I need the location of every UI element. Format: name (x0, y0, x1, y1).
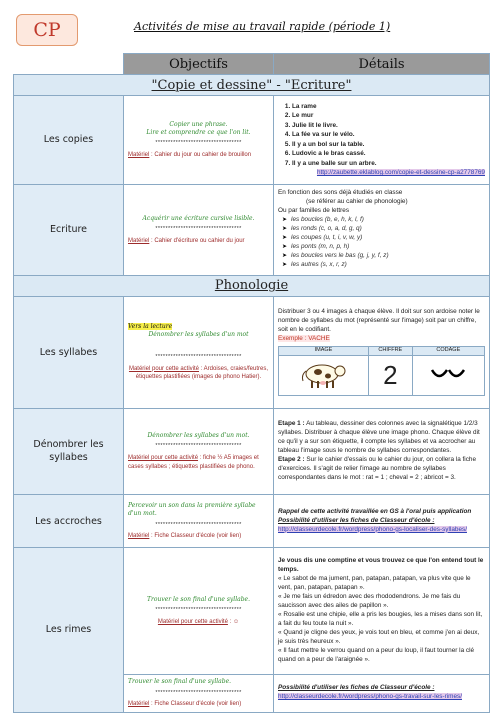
codage-header-image: IMAGE (279, 347, 369, 356)
objective-cell (124, 408, 274, 495)
separator-stars: ********************************** (155, 443, 242, 450)
cp-logo: CP (16, 14, 78, 46)
cow-icon (298, 357, 348, 391)
activities-table (13, 53, 490, 713)
list-item: ➤ les boucles (b, e, h, k, l, f) (282, 216, 364, 224)
list-item: ➤ les ponts (m, n, p, h) (282, 243, 350, 251)
separator-stars: ********************************** (155, 140, 242, 147)
detail-text: Distribuer 3 ou 4 images à chaque élève. Il doit sur son ardoise noter le nombre de syllabes du mot (représenté sur l'image) soit par un chiffre, soit en le codifiant. (278, 308, 480, 334)
list-item: ➤ les ronds (c, o, a, d, g, q) (282, 225, 362, 233)
list-item: 1. La rame (292, 103, 485, 112)
objective-cell (124, 548, 274, 675)
detail-cell (274, 495, 490, 548)
list-item: 5. Il y a un bol sur la table. (292, 141, 485, 150)
verse-text: « Il faut mettre le verrou quand on a peur du loup, il faut tourner la clé quand on a peur de l'araignée ». (278, 646, 475, 663)
detail-text: Etape 2 : Sur le cahier d'essais ou le cahier du jour, on collera la fiche d'exercices. Il s'agit de relier l'image au nombre de syllabes correspondantes dans le mot : rat = 1 ; cheval = 2 ; abricot = 3. (278, 455, 477, 481)
accroches-link[interactable]: http://classeurdecole.fr/wordpress/phono-gs-localiser-des-syllabes/ (278, 525, 467, 533)
objective-text: Trouver le son final d'une syllabe. (146, 595, 251, 603)
objective-cell (124, 296, 274, 408)
detail-text: Etape 1 : Au tableau, dessiner des colonnes avec la signalétique 1/2/3 syllabes. Distribuer à chaque élève une image phono. Chaque élève dit ce qu'il y a sur son étiquette, il compte les syllabes et va accrocher au tableau l'image sous le nombre de syllabes correspondantes. (278, 420, 480, 454)
detail-cell (274, 674, 490, 712)
list-item: 6. Ludovic a le bras cassé. (292, 150, 485, 159)
material-text: Matériel : Cahier du jour ou cahier de brouillon (128, 152, 252, 159)
codage-arcs (412, 356, 484, 396)
material-text: Matériel pour cette activité : fiche ½ A5 images et cases syllabes ; étiquettes plastifiées de phono. (128, 455, 259, 470)
row-label-accroches: Les accroches (14, 495, 124, 548)
verse-text: « Rosalie est une chipie, elle a pris les bougies, les a mises dans son lit, a fait du feu toute la nuit ». (278, 611, 483, 627)
arrow-icon: ➤ (282, 235, 288, 242)
syllable-arcs-icon (428, 364, 468, 384)
arrow-icon: ➤ (282, 262, 288, 269)
detail-text: Rappel de cette activité travaillée en GS à l'oral puis application (278, 507, 472, 515)
letter-families-list (278, 216, 485, 270)
objective-cell (124, 674, 274, 712)
detail-cell (274, 185, 490, 276)
header-objectifs: Objectifs (124, 54, 274, 75)
chiffre-value: 2 (368, 356, 412, 396)
list-item: ➤ les boucles vers le bas (g, j, y, f, z) (282, 252, 389, 260)
objective-text: Trouver le son final d'une syllabe. (128, 678, 232, 686)
separator-stars: ********************************** (155, 353, 242, 360)
table-row (14, 296, 490, 408)
detail-text: Ou par familles de lettres (278, 207, 350, 215)
arrow-icon: ➤ (282, 244, 288, 251)
codage-header-codage: CODAGE (412, 347, 484, 356)
detail-text: (se référer au cahier de phonologie) (306, 198, 408, 206)
verse-text: « Quand je cligne des yeux, je vois tout en bleu, et comme j'en ai deux, je suis très heureux ». (278, 628, 480, 645)
list-item: 4. La fée va sur le vélo. (292, 131, 485, 140)
arrow-icon: ➤ (282, 226, 288, 233)
objective-cell (124, 185, 274, 276)
separator-stars: ********************************** (155, 689, 242, 696)
verse-text: « Je me fais un édredon avec des rhododendrons. Je me fais du saucisson avec des ailes de papillon ». (278, 593, 461, 610)
document-title: Activités de mise au travail rapide (période 1) (134, 20, 391, 33)
objective-text: Copier une phrase. (169, 120, 228, 128)
table-row (14, 548, 490, 675)
material-text: Matériel : Fiche Classeur d'école (voir lien) (128, 533, 242, 540)
material-text: Matériel : Cahier d'écriture ou cahier du jour (128, 237, 245, 244)
material-text: Matériel pour cette activité : Ardoises, craies/feutres, étiquettes plastifiées (images de phono Hatier). (128, 365, 269, 380)
detail-cell (274, 548, 490, 675)
row-label-copies: Les copies (14, 96, 124, 185)
separator-stars: ********************************** (155, 225, 242, 232)
codage-table (278, 346, 485, 396)
detail-cell (274, 408, 490, 495)
separator-stars: ********************************** (155, 607, 242, 614)
detail-text: Possibilité d'utiliser les fiches de Classeur d'école : (278, 684, 435, 692)
rimes-link[interactable]: http://classeurdecole.fr/wordpress/phono-gs-travail-sur-les-rimes/ (278, 693, 462, 701)
detail-cell (274, 96, 490, 185)
page-header (0, 0, 500, 52)
row-label-denombrer: Dénombrer les syllabes (14, 408, 124, 495)
objective-text: Dénombrer les syllabes d'un mot. (147, 432, 250, 440)
list-item: 2. Le mur (292, 112, 485, 121)
material-text: Matériel : Fiche Classeur d'école (voir lien) (128, 701, 242, 708)
material-text: Matériel pour cette activité : ☺ (157, 618, 240, 625)
list-item: ➤ les autres (s, x, r, z) (282, 261, 347, 269)
list-item: 3. Julie lit le livre. (292, 122, 485, 131)
section-phonologie: Phonologie (14, 275, 490, 296)
codage-header-chiffre: CHIFFRE (368, 347, 412, 356)
row-label-syllabes: Les syllabes (14, 296, 124, 408)
section-copie-ecriture: "Copie et dessine" - "Ecriture" (14, 75, 490, 96)
objective-cell (124, 495, 274, 548)
objective-text: Percevoir un son dans la première syllabe d'un mot. (128, 501, 256, 518)
separator-stars: ********************************** (155, 521, 242, 528)
detail-text: Possibilité d'utiliser les fiches de Classeur d'école : (278, 516, 435, 524)
copies-link[interactable]: http://zaubette.eklablog.com/copie-et-dessine-cp-a2778769 (316, 169, 485, 177)
row-label-rimes: Les rimes (14, 548, 124, 713)
list-item: 7. Il y a une balle sur un arbre. (292, 160, 485, 169)
table-row (14, 495, 490, 548)
objective-text: Lire et comprendre ce que l'on lit. (146, 129, 251, 137)
example-label: Exemple : VACHE (278, 335, 330, 343)
table-row (14, 185, 490, 276)
objective-text: Acquérir une écriture cursive lisible. (142, 214, 255, 222)
detail-cell (274, 296, 490, 408)
detail-text: Je vous dis une comptine et vous trouvez ce que l'on entend tout le temps. (278, 557, 484, 574)
sentence-list (278, 103, 485, 169)
list-item: ➤ les coupes (u, t, i, v, w, y) (282, 234, 363, 242)
objective-cell (124, 96, 274, 185)
row-label-ecriture: Ecriture (14, 185, 124, 276)
header-details: Détails (274, 54, 490, 75)
arrow-icon: ➤ (282, 217, 288, 224)
table-row (14, 96, 490, 185)
objective-text: Dénombrer les syllabes d'un mot (148, 331, 249, 339)
arrow-icon: ➤ (282, 253, 288, 260)
highlight-label: Vers la lecture (128, 323, 173, 331)
verse-text: « Le sabot de ma jument, pan, patapan, patapan, va plus vite que le vent, pan, patapan, patapan ». (278, 575, 471, 592)
table-row (14, 408, 490, 495)
detail-text: En fonction des sons déjà étudiés en classe (278, 189, 403, 197)
cow-image (279, 356, 369, 396)
